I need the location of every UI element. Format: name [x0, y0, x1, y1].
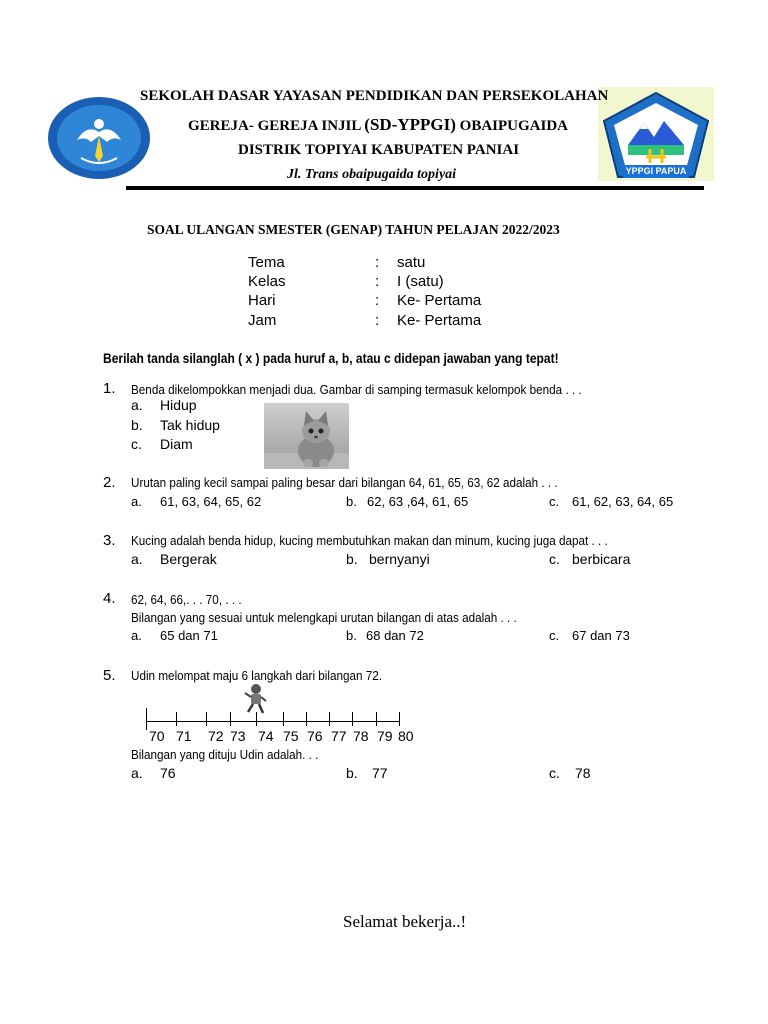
- info-sep: :: [375, 273, 380, 290]
- number-line-label: 72: [208, 728, 224, 744]
- option-b[interactable]: b. 68 dan 72: [346, 628, 424, 643]
- info-sep: :: [375, 292, 380, 309]
- instruction: Berilah tanda silanglah ( x ) pada huruf a, b, atau c didepan jawaban yang tepat!: [103, 350, 559, 366]
- option-c[interactable]: c. Diam: [131, 436, 193, 452]
- number-line-tick: [329, 712, 330, 726]
- info-label: Jam: [248, 312, 277, 329]
- option-a[interactable]: a. Hidup: [131, 397, 197, 413]
- option-c[interactable]: c. 67 dan 73: [549, 628, 630, 643]
- header-place: OBAIPUGAIDA: [455, 118, 568, 134]
- question-subtext: Bilangan yang dituju Udin adalah. . .: [131, 747, 319, 762]
- question-text: Urutan paling kecil sampai paling besar dari bilangan 64, 61, 65, 63, 62 adalah . . .: [131, 475, 558, 490]
- header-school-code: (SD-YPPGI): [364, 115, 456, 134]
- number-line-tick: [283, 712, 284, 726]
- jumping-boy-icon: [243, 683, 267, 715]
- header-line-school: SEKOLAH DASAR YAYASAN PENDIDIKAN DAN PERSEKOLAHAN: [140, 88, 609, 104]
- number-line-label: 74: [258, 728, 274, 744]
- number-line-label: 79: [377, 728, 393, 744]
- closing-message: Selamat bekerja..!: [343, 912, 467, 931]
- number-line-tick: [352, 712, 353, 726]
- info-value: satu: [397, 254, 426, 271]
- logo-yppgi-papua: [598, 87, 714, 181]
- option-b[interactable]: b. 77: [346, 765, 388, 781]
- number-line-label: 77: [331, 728, 347, 744]
- info-sep: :: [375, 254, 380, 271]
- number-line-tick: [176, 712, 177, 726]
- header-line-church: [188, 115, 568, 135]
- option-c[interactable]: c. 78: [549, 765, 591, 781]
- header-church-name: GEREJA- GEREJA INJIL: [188, 118, 365, 134]
- option-b[interactable]: b. Tak hidup: [131, 417, 220, 433]
- info-value: Ke- Pertama: [397, 292, 482, 309]
- number-line-label: 70: [149, 728, 165, 744]
- option-a[interactable]: a. 65 dan 71: [131, 628, 218, 643]
- logo-tut-wuri-handayani: [47, 96, 151, 180]
- question-text: Kucing adalah benda hidup, kucing membutuhkan makan dan minum, kucing juga dapat . . .: [131, 533, 608, 548]
- header-line-district: DISTRIK TOPIYAI KABUPATEN PANIAI: [238, 142, 520, 158]
- header-divider: [126, 186, 704, 190]
- number-line-label: 73: [230, 728, 246, 744]
- number-line-axis: [146, 721, 400, 722]
- number-line-label: 71: [176, 728, 192, 744]
- info-label: Kelas: [248, 273, 286, 290]
- number-line-label: 76: [307, 728, 323, 744]
- number-line-label: 78: [353, 728, 369, 744]
- option-c[interactable]: c. 61, 62, 63, 64, 65: [549, 494, 674, 509]
- question-number: 1.: [103, 380, 116, 397]
- question-number: 3.: [103, 532, 116, 549]
- option-b[interactable]: b. bernyanyi: [346, 551, 430, 567]
- option-a[interactable]: a. 76: [131, 765, 176, 781]
- info-label: Hari: [248, 292, 276, 309]
- question-text: Udin melompat maju 6 langkah dari bilangan 72.: [131, 668, 383, 683]
- info-value: Ke- Pertama: [397, 312, 482, 329]
- question-number: 2.: [103, 474, 116, 491]
- option-a[interactable]: a. 61, 63, 64, 65, 62: [131, 494, 262, 509]
- logo-right-banner: YPPGI PAPUA: [625, 166, 687, 176]
- info-value: I (satu): [397, 273, 444, 290]
- header-address: Jl. Trans obaipugaida topiyai: [287, 167, 457, 182]
- number-line-label: 75: [283, 728, 299, 744]
- kitten-image: [264, 403, 349, 469]
- question-number: 4.: [103, 590, 116, 607]
- info-label: Tema: [248, 254, 285, 271]
- question-subtext: Bilangan yang sesuai untuk melengkapi urutan bilangan di atas adalah . . .: [131, 610, 517, 625]
- question-text: Benda dikelompokkan menjadi dua. Gambar di samping termasuk kelompok benda . . .: [131, 382, 582, 397]
- info-sep: :: [375, 312, 380, 329]
- number-line-tick: [206, 712, 207, 726]
- option-b[interactable]: b. 62, 63 ,64, 61, 65: [346, 494, 469, 509]
- question-text: 62, 64, 66,. . . 70, . . .: [131, 592, 242, 607]
- number-line-tick: [146, 708, 147, 730]
- number-line-tick: [306, 712, 307, 726]
- number-line-label: 80: [398, 728, 414, 744]
- question-number: 5.: [103, 667, 116, 684]
- option-a[interactable]: a. Bergerak: [131, 551, 217, 567]
- number-line-tick: [376, 712, 377, 726]
- number-line-tick: [230, 712, 231, 726]
- option-c[interactable]: c. berbicara: [549, 551, 631, 567]
- exam-title: SOAL ULANGAN SMESTER (GENAP) TAHUN PELAJAN 2022/2023: [147, 222, 560, 237]
- number-line-tick: [399, 712, 400, 726]
